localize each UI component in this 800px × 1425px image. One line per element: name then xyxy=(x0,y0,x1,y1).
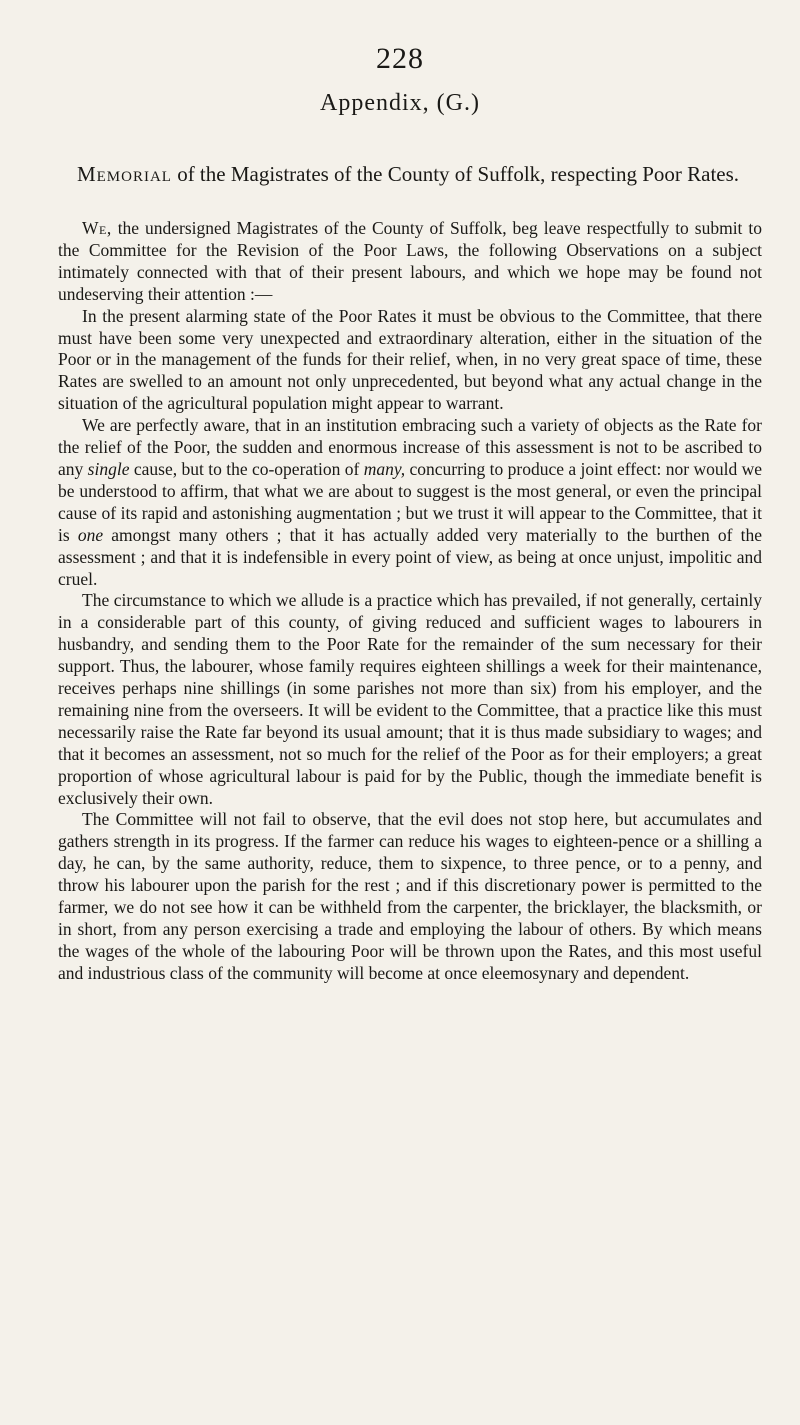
paragraph-text: amongst many others ; that it has actually added very materially to the burthen of the assessment ; and that it is indefensible in every point of view, as being at once unjust, impolitic and cruel. xyxy=(58,524,762,589)
paragraph-text: the undersigned Magistrates of the County of Suffolk, beg leave respectfully to submit to the Committee for the Revision of the Poor Laws, the following Observations on a subject intimately connected with that of their present labours, and which we hope may be found not undeserving their attention :— xyxy=(58,218,762,304)
paragraph-5: The Committee will not fail to observe, that the evil does not stop here, but accumulates and gathers strength in its progress. If the farmer can reduce his wages to eighteen-pence or a shilling a day, he can, by the same authority, reduce, them to sixpence, to three pence, or to a penny, and throw his labourer upon the parish for the rest ; and if this discretionary power is permitted to the farmer, we do not see how it can be withheld from the carpenter, the bricklayer, the blacksmith, or in short, from any person exercising a trade and employing the labour of others. By which means the wages of the whole of the labouring Poor will be thrown upon the Rates, and this most useful and industrious class of the community will become at once eleemosynary and dependent. xyxy=(58,809,762,983)
paragraph-text: We are perfectly aware, that in an institution embracing such a variety of objects as the Rate for the relief of the Poor, the sudden and enormous increase of this assessment is not to be ascribed to any xyxy=(58,415,762,479)
emphasis-one: one xyxy=(77,524,104,545)
running-head: Appendix, (G.) xyxy=(320,90,480,116)
paragraph-4: The circumstance to which we allude is a practice which has prevailed, if not generally, certainly in a considerable part of this county, of giving reduced and sufficient wages to labourers in husbandry, and sending them to the Poor Rate for the remainder of the sum necessary for their support. Thus, the labourer, whose family requires eighteen shillings a week for their maintenance, receives perhaps nine shillings (in some parishes not more than six) from his employer, and the remaining nine from the overseers. It will be evident to the Committee, that a practice like this must necessarily raise the Rate far beyond its usual amount; that it is thus made subsidiary to wages; and that it becomes an assessment, not so much for the relief of the Poor as for their employers; a great proportion of whose agricultural labour is paid for by the Public, though the immediate benefit is exclusively their own. xyxy=(58,590,762,808)
paragraph-1 xyxy=(58,218,762,306)
title-lead: Memorial xyxy=(76,162,172,186)
paragraph-text: cause, but to the co-operation of xyxy=(129,458,364,479)
emphasis-many: many, xyxy=(363,458,406,479)
page-number: 228 xyxy=(376,42,424,75)
memorial-title xyxy=(58,162,758,186)
paragraph-lead: We, xyxy=(82,218,112,238)
memorial-body xyxy=(58,218,762,985)
paragraph-text: concurring to produce a joint effect: nor would we be understood to affirm, that what we are about to suggest is the most general, or even the principal cause of its rapid and astonishing augmentation ; but we trust it will appear to the Committee, that it is xyxy=(58,458,762,545)
paragraph-3 xyxy=(58,415,762,590)
emphasis-single: single xyxy=(87,458,130,479)
title-text: of the Magistrates of the County of Suffolk, respecting Poor Rates. xyxy=(171,162,740,186)
paragraph-2: In the present alarming state of the Poor Rates it must be obvious to the Committee, that there must have been some very unexpected and extraordinary alteration, either in the situation of the Poor or in the management of the funds for their relief, when, in no very great space of time, these Rates are swelled to an amount not only unprecedented, but beyond what any actual change in the situation of the agricultural population might appear to warrant. xyxy=(58,305,762,414)
